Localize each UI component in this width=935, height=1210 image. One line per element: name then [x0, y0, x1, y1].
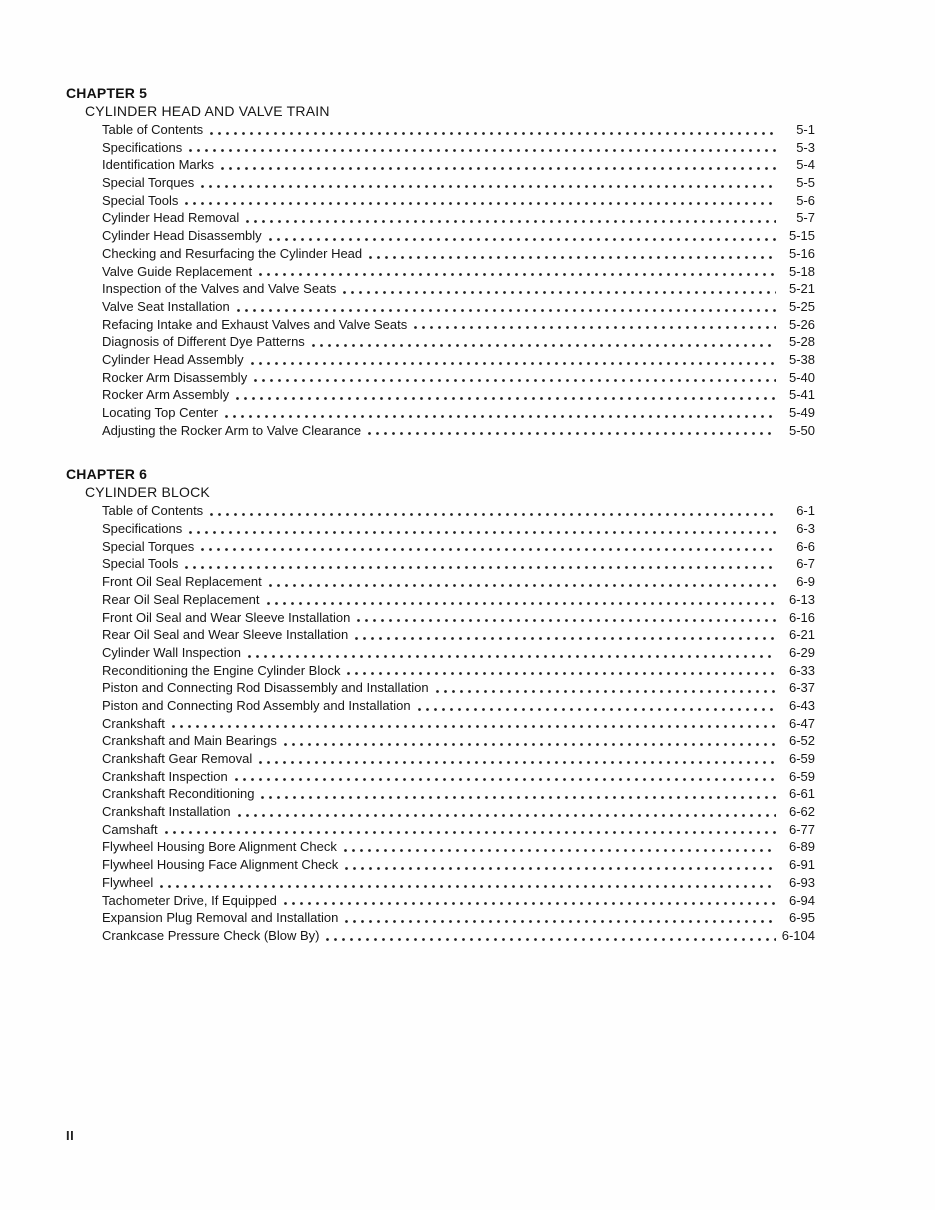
chapter-entries	[102, 121, 815, 439]
dot-leader	[436, 679, 776, 697]
dot-leader	[284, 892, 776, 910]
dot-leader	[189, 520, 776, 538]
toc-entry-page-number: 6-52	[788, 733, 815, 749]
toc-entry-row	[102, 909, 815, 927]
toc-entry-row	[102, 573, 815, 591]
toc-entry-title: Expansion Plug Removal and Installation	[102, 910, 339, 926]
toc-entry-title: Flywheel Housing Face Alignment Check	[102, 857, 339, 873]
dot-leader	[189, 139, 776, 157]
dot-leader	[259, 750, 776, 768]
toc-entry-page-number: 6-33	[788, 662, 815, 678]
dot-leader	[355, 626, 776, 644]
toc-entry-page-number: 6-95	[788, 910, 815, 926]
toc-entry-row	[102, 174, 815, 192]
dot-leader	[312, 333, 776, 351]
toc-entry-title: Crankcase Pressure Check (Blow By)	[102, 927, 320, 943]
toc-entry-title: Inspection of the Valves and Valve Seats	[102, 281, 337, 297]
toc-entry-page-number: 6-3	[796, 521, 815, 537]
toc-entry-title: Checking and Resurfacing the Cylinder Head	[102, 245, 363, 261]
toc-entry-title: Table of Contents	[102, 503, 204, 519]
toc-entry-row	[102, 298, 815, 316]
toc-entry-row	[102, 856, 815, 874]
toc-entry-title: Cylinder Head Assembly	[102, 351, 244, 367]
toc-entry-row	[102, 369, 815, 387]
toc-entry-title: Special Torques	[102, 538, 195, 554]
toc-entry-title: Front Oil Seal Replacement	[102, 574, 262, 590]
toc-entry-row	[102, 626, 815, 644]
toc-entry-row	[102, 351, 815, 369]
toc-entry-row	[102, 422, 815, 440]
dot-leader	[185, 555, 776, 573]
toc-entry-title: Reconditioning the Engine Cylinder Block	[102, 662, 341, 678]
toc-entry-row	[102, 644, 815, 662]
dot-leader	[267, 591, 776, 609]
chapter-label: CHAPTER 5	[66, 85, 148, 101]
dot-leader	[259, 263, 776, 281]
toc-entry-page-number: 6-6	[796, 538, 815, 554]
dot-leader	[251, 351, 776, 369]
dot-leader	[210, 121, 776, 139]
chapter-entries	[102, 502, 815, 944]
dot-leader	[326, 927, 776, 945]
toc-entry-title: Diagnosis of Different Dye Patterns	[102, 334, 305, 350]
toc-entry-page-number: 5-4	[796, 157, 815, 173]
toc-entry-page-number: 6-77	[788, 821, 815, 837]
chapter-section	[66, 84, 815, 439]
dot-leader	[225, 404, 776, 422]
toc-entry-page-number: 5-49	[788, 405, 815, 420]
toc-entry-row	[102, 502, 815, 520]
toc-entry-page-number: 6-47	[788, 715, 815, 731]
dot-leader	[254, 369, 776, 387]
toc-entry-title: Specifications	[102, 521, 183, 537]
dot-leader	[236, 386, 776, 404]
toc-entry-title: Special Tools	[102, 192, 179, 208]
toc-entry-row	[102, 874, 815, 892]
toc-entry-page-number: 5-50	[788, 422, 815, 438]
footer-page-number: II	[66, 1128, 75, 1143]
dot-leader	[248, 644, 776, 662]
toc-entry-page-number: 6-104	[781, 927, 815, 943]
toc-entry-title: Adjusting the Rocker Arm to Valve Clearance	[102, 422, 362, 438]
toc-entry-title: Cylinder Head Removal	[102, 210, 240, 226]
toc-entry-title: Rocker Arm Assembly	[102, 387, 230, 403]
dot-leader	[284, 732, 776, 750]
chapter-label: CHAPTER 6	[66, 466, 148, 483]
toc-entry-title: Piston and Connecting Rod Assembly and Installation	[102, 697, 411, 713]
toc-entry-title: Rear Oil Seal Replacement	[102, 591, 260, 607]
toc-entry-row	[102, 555, 815, 573]
toc-entry-title: Camshaft	[102, 821, 158, 837]
dot-leader	[261, 785, 776, 803]
dot-leader	[345, 856, 776, 874]
dot-leader	[414, 316, 776, 334]
toc-entry-page-number: 6-9	[796, 574, 815, 590]
toc-entry-row	[102, 838, 815, 856]
toc-entry-page-number: 6-89	[788, 839, 815, 855]
toc-entry-title: Specifications	[102, 139, 183, 155]
toc-entry-page-number: 6-62	[788, 804, 815, 820]
toc-entry-row	[102, 263, 815, 281]
toc-entry-title: Crankshaft Gear Removal	[102, 751, 253, 766]
toc-entry-title: Rear Oil Seal and Wear Sleeve Installation	[102, 627, 349, 643]
toc-entry-page-number: 6-16	[788, 609, 815, 625]
toc-entry-row	[102, 697, 815, 715]
toc-entry-row	[102, 821, 815, 839]
dot-leader	[160, 874, 776, 892]
toc-entry-row	[102, 227, 815, 245]
toc-entry-row	[102, 538, 815, 556]
toc-entry-row	[102, 386, 815, 404]
toc-entry-row	[102, 520, 815, 538]
toc-entry-title: Locating Top Center	[102, 405, 219, 420]
dot-leader	[357, 609, 776, 627]
dot-leader	[368, 422, 776, 440]
dot-leader	[165, 821, 776, 839]
toc-entry-title: Rocker Arm Disassembly	[102, 369, 248, 385]
toc-entry-row	[102, 803, 815, 821]
toc-entry-page-number: 5-16	[788, 245, 815, 261]
toc-entry-page-number: 5-25	[788, 298, 815, 314]
toc-entry-title: Crankshaft	[102, 715, 165, 731]
toc-entry-row	[102, 732, 815, 750]
toc-entry-title: Tachometer Drive, If Equipped	[102, 892, 277, 908]
toc-entry-row	[102, 209, 815, 227]
toc-entry-title: Cylinder Wall Inspection	[102, 644, 241, 660]
toc-entry-title: Valve Guide Replacement	[102, 263, 253, 279]
toc-entry-page-number: 5-28	[788, 334, 815, 350]
toc-entry-row	[102, 316, 815, 334]
dot-leader	[344, 838, 776, 856]
toc-entry-page-number: 5-15	[788, 228, 815, 244]
dot-leader	[221, 156, 776, 174]
toc-entry-page-number: 6-43	[788, 697, 815, 713]
dot-leader	[246, 209, 776, 227]
toc-entry-row	[102, 156, 815, 174]
dot-leader	[343, 280, 776, 298]
toc-entry-page-number: 5-41	[788, 387, 815, 403]
toc-entry-row	[102, 280, 815, 298]
toc-entry-title: Crankshaft Installation	[102, 804, 231, 820]
dot-leader	[369, 245, 776, 263]
dot-leader	[172, 715, 776, 733]
toc-entry-page-number: 6-13	[788, 591, 815, 607]
toc-entry-row	[102, 927, 815, 945]
toc-entry-row	[102, 750, 815, 768]
toc-entry-page-number: 6-37	[788, 680, 815, 696]
toc-entry-title: Flywheel Housing Bore Alignment Check	[102, 839, 337, 855]
toc-entry-page-number: 6-21	[788, 627, 815, 643]
toc-entry-title: Special Tools	[102, 556, 179, 572]
toc-entry-row	[102, 192, 815, 210]
toc-entry-title: Front Oil Seal and Wear Sleeve Installation	[102, 609, 351, 625]
dot-leader	[201, 174, 776, 192]
dot-leader	[201, 538, 776, 556]
toc-entry-page-number: 6-59	[788, 768, 815, 784]
toc-entry-page-number: 5-5	[796, 175, 815, 191]
toc-entry-title: Cylinder Head Disassembly	[102, 228, 262, 244]
toc-entry-row	[102, 121, 815, 139]
toc-entry-row	[102, 715, 815, 733]
toc-entry-title: Identification Marks	[102, 157, 214, 173]
toc-entry-row	[102, 892, 815, 910]
toc-entry-page-number: 5-1	[796, 122, 815, 137]
toc-entry-title: Flywheel	[102, 874, 154, 890]
toc-entry-page-number: 5-26	[788, 316, 815, 332]
toc-entry-title: Piston and Connecting Rod Disassembly and Installation	[102, 680, 429, 696]
toc-entry-page-number: 6-91	[788, 857, 815, 873]
toc-entry-title: Crankshaft Reconditioning	[102, 786, 255, 802]
dot-leader	[185, 192, 776, 210]
toc-entry-title: Crankshaft and Main Bearings	[102, 733, 277, 749]
toc-entry-row	[102, 333, 815, 351]
toc-entry-title: Refacing Intake and Exhaust Valves and Valve Seats	[102, 316, 408, 332]
toc-content	[66, 84, 815, 945]
toc-entry-page-number: 5-6	[796, 192, 815, 208]
toc-entry-page-number: 5-7	[796, 210, 815, 226]
chapter-section	[66, 465, 815, 944]
toc-entry-page-number: 6-93	[788, 874, 815, 890]
toc-entry-row	[102, 609, 815, 627]
toc-entry-page-number: 6-94	[788, 892, 815, 908]
toc-entry-row	[102, 245, 815, 263]
dot-leader	[269, 227, 776, 245]
toc-entry-page-number: 6-61	[788, 786, 815, 802]
dot-leader	[210, 502, 776, 520]
toc-entry-page-number: 6-7	[796, 556, 815, 572]
toc-entry-row	[102, 679, 815, 697]
toc-entry-page-number: 5-21	[788, 281, 815, 297]
toc-entry-row	[102, 785, 815, 803]
toc-entry-page-number: 5-18	[788, 263, 815, 279]
dot-leader	[345, 909, 776, 927]
toc-entry-row	[102, 768, 815, 786]
toc-entry-page-number: 6-59	[788, 751, 815, 766]
dot-leader	[418, 697, 776, 715]
toc-entry-row	[102, 662, 815, 680]
toc-entry-row	[102, 404, 815, 422]
toc-entry-page-number: 6-1	[796, 503, 815, 519]
toc-entry-title: Table of Contents	[102, 122, 204, 137]
toc-entry-row	[102, 139, 815, 157]
toc-entry-title: Crankshaft Inspection	[102, 768, 228, 784]
toc-entry-row	[102, 591, 815, 609]
toc-entry-page-number: 6-29	[788, 644, 815, 660]
toc-entry-page-number: 5-40	[788, 369, 815, 385]
chapter-title: CYLINDER BLOCK	[85, 484, 210, 501]
dot-leader	[237, 298, 776, 316]
dot-leader	[238, 803, 776, 821]
dot-leader	[269, 573, 776, 591]
toc-entry-title: Special Torques	[102, 175, 195, 191]
chapter-title: CYLINDER HEAD AND VALVE TRAIN	[85, 103, 330, 119]
toc-entry-page-number: 5-38	[788, 351, 815, 367]
toc-entry-page-number: 5-3	[796, 139, 815, 155]
dot-leader	[347, 662, 776, 680]
toc-entry-title: Valve Seat Installation	[102, 298, 230, 314]
dot-leader	[235, 768, 776, 786]
